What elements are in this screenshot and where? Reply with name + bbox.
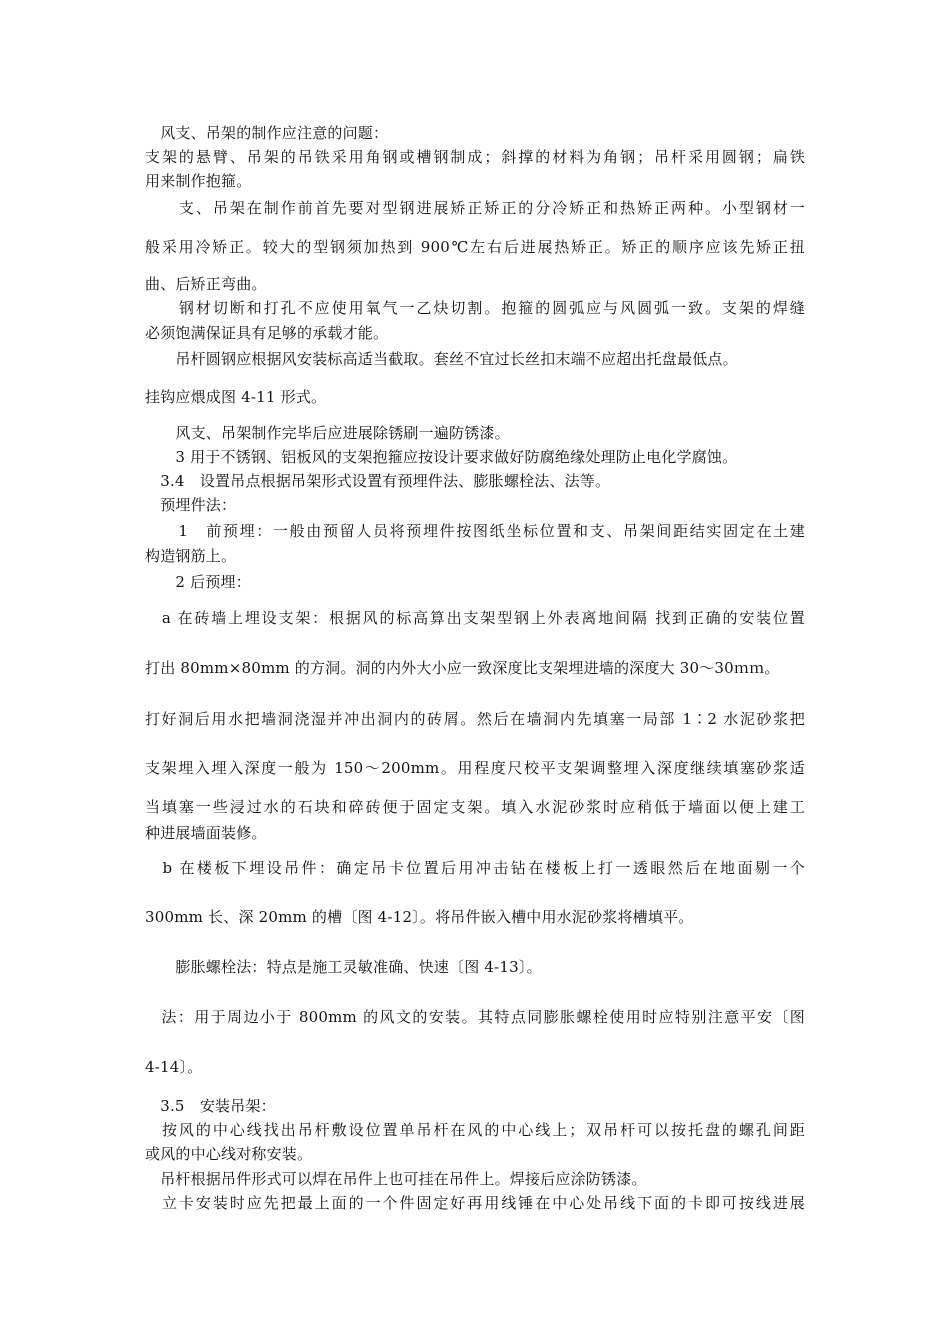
text-line: 当填塞一些浸过水的石块和碎砖便于固定支架。填入水泥砂浆时应稍低于墙面以便上建工 <box>145 798 805 816</box>
text-line: 吊杆根据吊件形式可以焊在吊件上也可挂在吊件上。焊接后应涂防锈漆。 <box>145 1170 647 1188</box>
text-line: 3.5 安装吊架： <box>145 1097 276 1115</box>
text-line: 吊杆圆钢应根据风安装标高适当截取。套丝不宜过长丝扣末端不应超出托盘最低点。 <box>145 350 738 368</box>
text-line: 风支、吊架的制作应注意的问题： <box>145 124 389 142</box>
text-line: 风支、吊架制作完毕后应进展除锈刷一遍防锈漆。 <box>145 424 510 442</box>
text-line: 3 用于不锈钢、铝板风的支架抱箍应按设计要求做好防腐绝缘处理防止电化学腐蚀。 <box>145 448 738 466</box>
text-line: 打好洞后用水把墙洞浇湿并冲出洞内的砖屑。然后在墙洞内先填塞一局部 1∶2 水泥砂浆把 <box>145 710 805 728</box>
text-line: 支架的悬臂、吊架的吊铁采用角钢或槽钢制成；斜撑的材料为角钢；吊杆采用圆钢；扁铁 <box>145 148 805 166</box>
text-line: 构造钢筋上。 <box>145 547 237 565</box>
text-line: a 在砖墙上埋设支架：根据风的标高算出支架型钢上外表离地间隔 找到正确的安装位置 <box>145 609 805 627</box>
text-line: 1 前预埋：一般由预留人员将预埋件按图纸坐标位置和支、吊架间距结实固定在土建 <box>145 522 805 540</box>
text-line: 或风的中心线对称安装。 <box>145 1145 313 1163</box>
text-line: 300mm 长、深 20mm 的槽〔图 4-12〕。将吊件嵌入槽中用水泥砂浆将槽填平。 <box>145 908 694 926</box>
text-line: 钢材切断和打孔不应使用氧气一乙炔切割。抱箍的圆弧应与风圆弧一致。支架的焊缝 <box>145 299 805 317</box>
text-line: 法：用于周边小于 800mm 的风文的安装。其特点同膨胀螺栓使用时应特别注意平安〔图 <box>145 1008 805 1026</box>
text-line: 3.4 设置吊点根据吊架形式设置有预埋件法、膨胀螺栓法、法等。 <box>145 472 611 490</box>
text-line: 2 后预埋： <box>145 573 251 591</box>
text-line: 般采用冷矫正。较大的型钢须加热到 900℃左右后进展热矫正。矫正的顺序应该先矫正扭 <box>145 238 805 256</box>
text-line: 立卡安装时应先把最上面的一个件固定好再用线锤在中心处吊线下面的卡即可按线进展 <box>145 1194 805 1212</box>
text-line: 膨胀螺栓法：特点是施工灵敏准确、快速〔图 4-13〕。 <box>145 958 542 976</box>
text-line: 曲、后矫正弯曲。 <box>145 275 267 293</box>
text-line: 用来制作抱箍。 <box>145 172 252 190</box>
text-line: 预埋件法： <box>145 496 237 514</box>
text-line: 支架埋入埋入深度一般为 150～200mm。用程度尺校平支架调整埋入深度继续填塞砂浆适 <box>145 759 805 777</box>
text-line: b 在楼板下埋设吊件：确定吊卡位置后用冲击钻在楼板上打一透眼然后在地面剔一个 <box>145 859 805 877</box>
text-line: 种进展墙面装修。 <box>145 824 267 842</box>
text-line: 必须饱满保证具有足够的承载才能。 <box>145 324 389 342</box>
text-line: 按风的中心线找出吊杆敷设位置单吊杆在风的中心线上；双吊杆可以按托盘的螺孔间距 <box>145 1121 805 1139</box>
text-line: 4-14〕。 <box>145 1058 203 1076</box>
text-line: 打出 80mm×80mm 的方洞。洞的内外大小应一致深度比支架埋进墙的深度大 30～30ｍｍ。 <box>145 659 780 677</box>
text-line: 挂钩应煨成图 4-11 形式。 <box>145 388 327 406</box>
text-line: 支、吊架在制作前首先要对型钢进展矫正矫正的分冷矫正和热矫正两种。小型钢材一 <box>145 199 805 217</box>
